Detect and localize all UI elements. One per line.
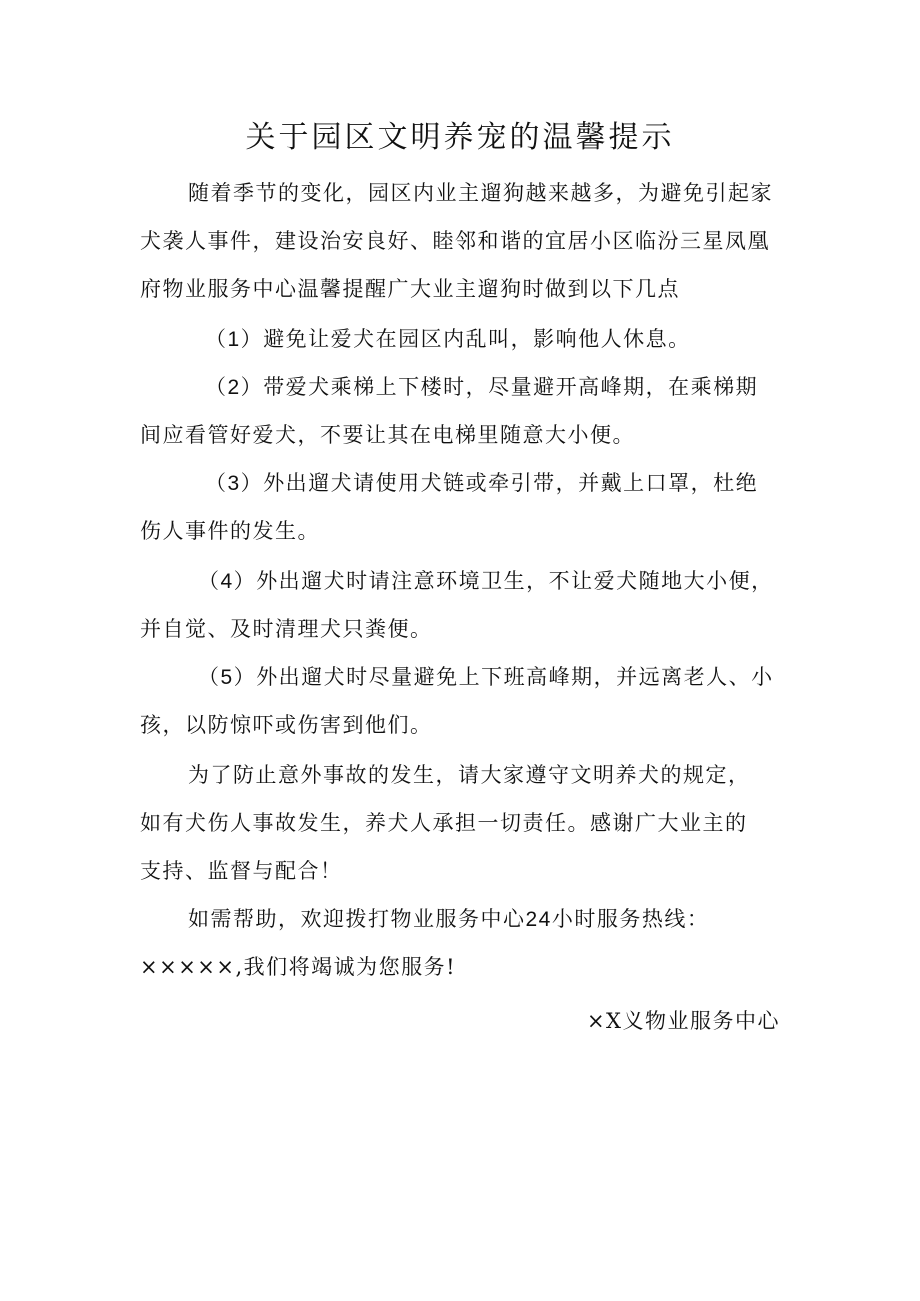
closing-line-2: 如有犬伤人事故发生，养犬人承担一切责任。感谢广大业主的 bbox=[140, 811, 748, 835]
item-4-line-2: 并自觉、及时清理犬只粪便。 bbox=[140, 617, 433, 641]
signature: ×X义物业服务中心 bbox=[586, 1009, 780, 1033]
item-2-line-1 bbox=[205, 372, 865, 403]
item-5-line-2: 孩，以防惊吓或伤害到他们。 bbox=[140, 713, 433, 737]
intro-line-2: 犬袭人事件，建设治安良好、睦邻和谐的宜居小区临汾三星凤凰 bbox=[140, 229, 770, 253]
item-3-line-1 bbox=[205, 468, 865, 499]
hotline-line-1 bbox=[188, 904, 848, 935]
closing-line-3: 支持、监督与配合！ bbox=[140, 859, 343, 883]
item-3-text-1: 外出遛犬请使用犬链或牵引带，并戴上口罩，杜绝 bbox=[263, 471, 759, 495]
item-2-line-2: 间应看管好爱犬，不要让其在电梯里随意大小便。 bbox=[140, 423, 635, 447]
item-1-text: 避免让爱犬在园区内乱叫，影响他人休息。 bbox=[263, 327, 691, 351]
intro-line-3: 府物业服务中心温馨提醒广大业主遛狗时做到以下几点 bbox=[140, 277, 680, 301]
page-title: 关于园区文明养宠的温馨提示 bbox=[245, 120, 675, 155]
closing-line-1: 为了防止意外事故的发生，请大家遵守文明养犬的规定， bbox=[188, 763, 751, 787]
item-5-line-1 bbox=[198, 662, 858, 693]
item-1-number: （1） bbox=[205, 328, 264, 351]
hotline-hours: 24 bbox=[525, 908, 552, 931]
hotline-prefix: 如需帮助，欢迎拨打物业服务中心 bbox=[188, 907, 526, 931]
intro-line-1: 随着季节的变化，园区内业主遛狗越来越多，为避免引起家 bbox=[188, 181, 773, 205]
item-3-line-2: 伤人事件的发生。 bbox=[140, 519, 320, 543]
item-4-number: （4） bbox=[198, 570, 257, 593]
hotline-suffix: 小时服务热线： bbox=[551, 907, 710, 931]
item-2-number: （2） bbox=[205, 376, 264, 399]
item-5-number: （5） bbox=[198, 666, 257, 689]
item-2-text-1: 带爱犬乘梯上下楼时，尽量避开高峰期，在乘梯期 bbox=[263, 375, 759, 399]
item-3-number: （3） bbox=[205, 472, 264, 495]
item-5-text-1: 外出遛犬时尽量避免上下班高峰期，并远离老人、小 bbox=[256, 665, 774, 689]
item-1-line-1 bbox=[205, 324, 865, 355]
item-4-text-1: 外出遛犬时请注意环境卫生，不让爱犬随地大小便， bbox=[256, 569, 774, 593]
hotline-line-2: ×××××,我们将竭诚为您服务! bbox=[140, 955, 457, 979]
item-4-line-1 bbox=[198, 566, 858, 597]
